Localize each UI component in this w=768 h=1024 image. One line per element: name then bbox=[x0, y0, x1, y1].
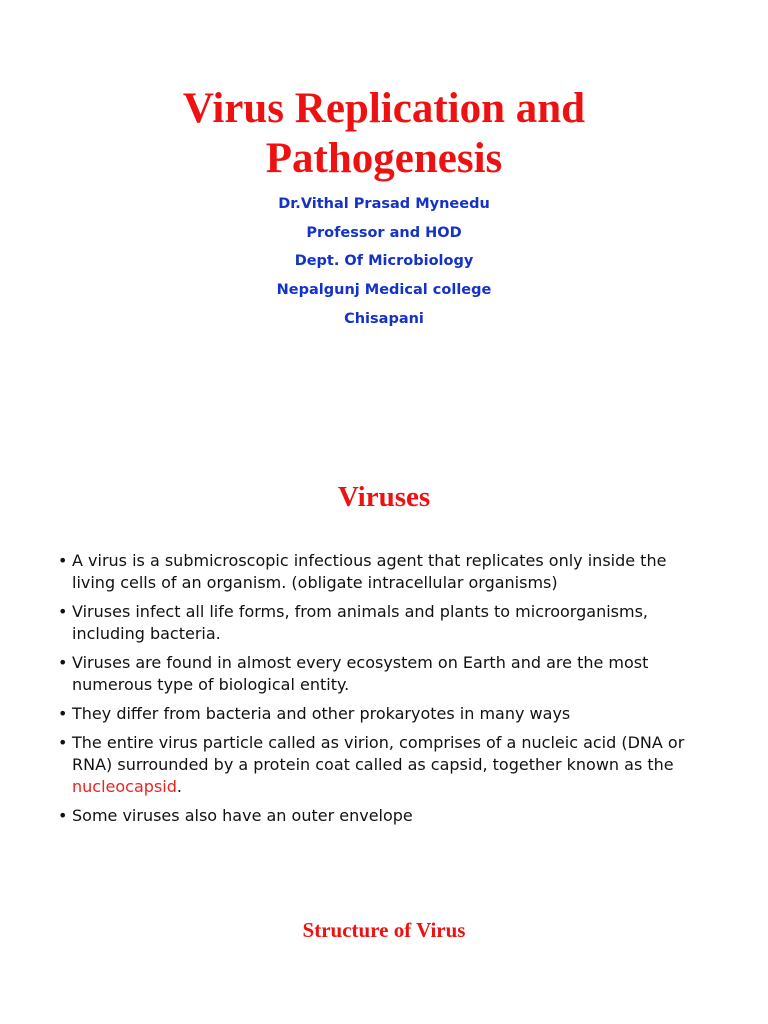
bullet-1-line-1: A virus is a submicroscopic infectious agent that replicates only inside the bbox=[72, 551, 667, 570]
author-block bbox=[0, 190, 768, 334]
bullet-5-line-1: The entire virus particle called as virion, comprises of a nucleic acid (DNA or bbox=[72, 733, 685, 752]
bullet-item-2 bbox=[58, 601, 718, 645]
bullet-dot-icon: • bbox=[58, 602, 68, 621]
author-department: Dept. Of Microbiology bbox=[294, 253, 474, 270]
bullet-dot-icon: • bbox=[58, 704, 68, 723]
bullet-1-line-2: living cells of an organism. (obligate intracellular organisms) bbox=[72, 573, 558, 592]
title-line-2: Pathogenesis bbox=[265, 135, 503, 182]
bullet-3-line-1: Viruses are found in almost every ecosystem on Earth and are the most bbox=[72, 653, 649, 672]
author-institution: Nepalgunj Medical college bbox=[276, 282, 492, 299]
bullet-item-3 bbox=[58, 652, 718, 696]
title-line-1: Virus Replication and bbox=[182, 85, 586, 132]
structure-heading: Structure of Virus bbox=[302, 918, 466, 942]
viruses-heading: Viruses bbox=[337, 481, 431, 513]
bullet-5-tail: . bbox=[176, 777, 182, 796]
bullet-2-line-1: Viruses infect all life forms, from animals and plants to microorganisms, bbox=[72, 602, 648, 621]
bullet-dot-icon: • bbox=[58, 551, 68, 570]
bullet-dot-icon: • bbox=[58, 733, 68, 752]
bullet-item-4 bbox=[58, 703, 718, 725]
author-location: Chisapani bbox=[344, 310, 424, 327]
bullet-2-line-2: including bacteria. bbox=[72, 624, 221, 643]
bullet-dot-icon: • bbox=[58, 806, 68, 825]
bullet-3-line-2: numerous type of biological entity. bbox=[72, 675, 350, 694]
bullet-dot-icon: • bbox=[58, 653, 68, 672]
slide-title bbox=[0, 84, 768, 184]
nucleocapsid-highlight: nucleocapsid bbox=[72, 777, 177, 796]
bullet-6-line-1: Some viruses also have an outer envelope bbox=[72, 806, 413, 825]
bullet-item-6 bbox=[58, 805, 718, 827]
author-name: Dr.Vithal Prasad Myneedu bbox=[278, 196, 490, 212]
bullet-item-1 bbox=[58, 550, 718, 594]
author-position: Professor and HOD bbox=[306, 224, 462, 241]
bullet-4-line-1: They differ from bacteria and other prokaryotes in many ways bbox=[72, 704, 571, 723]
bullet-item-5 bbox=[58, 732, 718, 798]
bullet-5-line-2: RNA) surrounded by a protein coat called as capsid, together known as the bbox=[72, 755, 674, 774]
bullet-5-line-3 bbox=[72, 776, 718, 798]
viruses-bullet-list bbox=[58, 550, 718, 834]
